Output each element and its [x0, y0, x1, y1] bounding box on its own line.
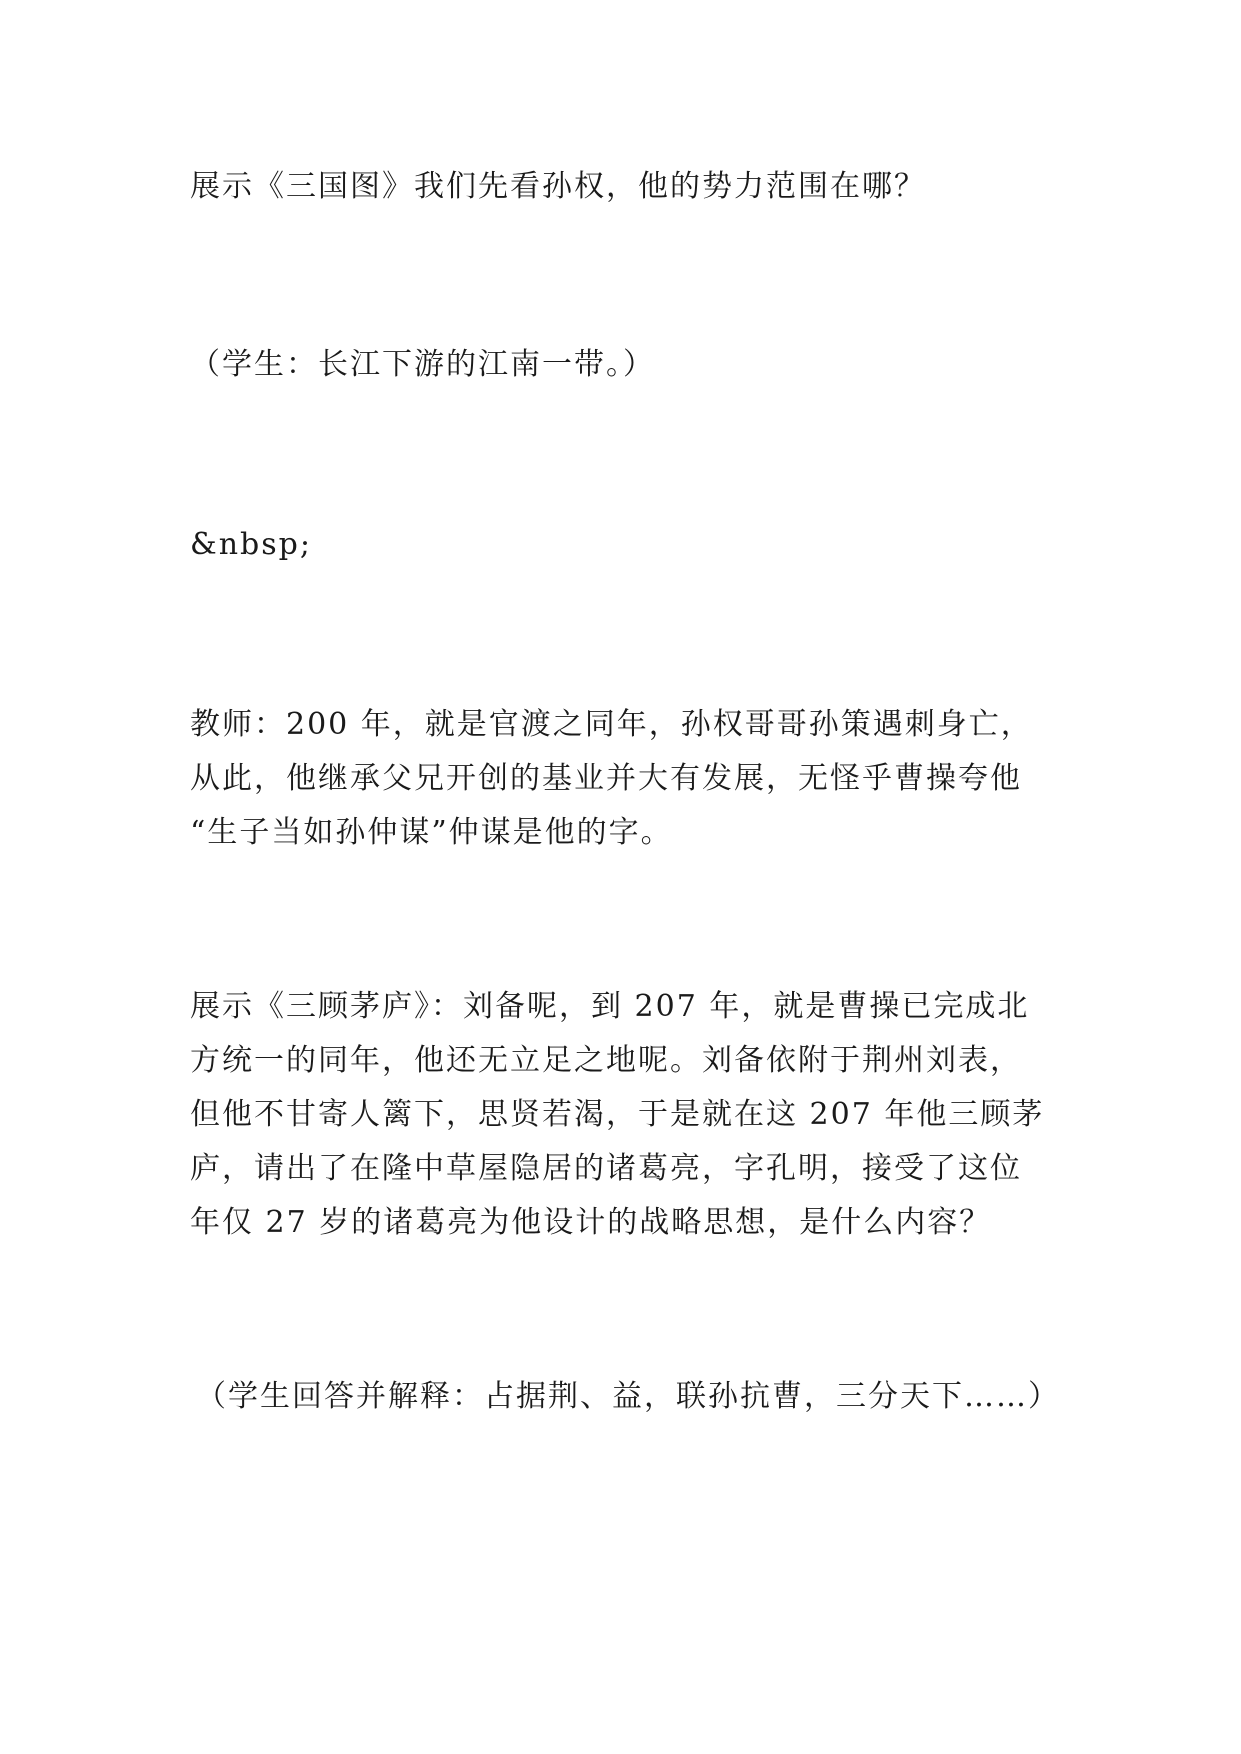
paragraph-teacher-sunquan [190, 698, 1070, 860]
text-line: （学生：长江下游的江南一带。） [190, 347, 655, 382]
paragraph-student-answer-1 [190, 338, 1070, 392]
text-line: “生子当如孙仲谋”仲谋是他的字。 [190, 815, 673, 850]
paragraph-three-visits [190, 980, 1070, 1250]
text-line: &nbsp; [190, 527, 312, 562]
text-line: 从此，他继承父兄开创的基业并大有发展，无怪乎曹操夸他 [190, 761, 1022, 796]
text-line: 年仅 27 岁的诸葛亮为他设计的战略思想，是什么内容？ [190, 1205, 992, 1240]
paragraph-show-map [190, 160, 1070, 214]
paragraph-nbsp-literal [190, 518, 1070, 572]
text-line: （学生回答并解释：占据荆、益，联孙抗曹，三分天下……） [196, 1379, 1060, 1414]
text-line: 教师：200 年，就是官渡之同年，孙权哥哥孙策遇刺身亡， [190, 707, 1033, 742]
text-line: 展示《三顾茅庐》：刘备呢，到 207 年，就是曹操已完成北 [190, 989, 1030, 1024]
text-line: 庐，请出了在隆中草屋隐居的诸葛亮，字孔明，接受了这位 [190, 1151, 1022, 1186]
paragraph-student-answer-2 [196, 1370, 1076, 1424]
text-line: 但他不甘寄人篱下，思贤若渴，于是就在这 207 年他三顾茅 [190, 1097, 1045, 1132]
text-line: 方统一的同年，他还无立足之地呢。刘备依附于荆州刘表， [190, 1043, 1022, 1078]
text-line: 展示《三国图》我们先看孙权，他的势力范围在哪？ [190, 169, 926, 204]
